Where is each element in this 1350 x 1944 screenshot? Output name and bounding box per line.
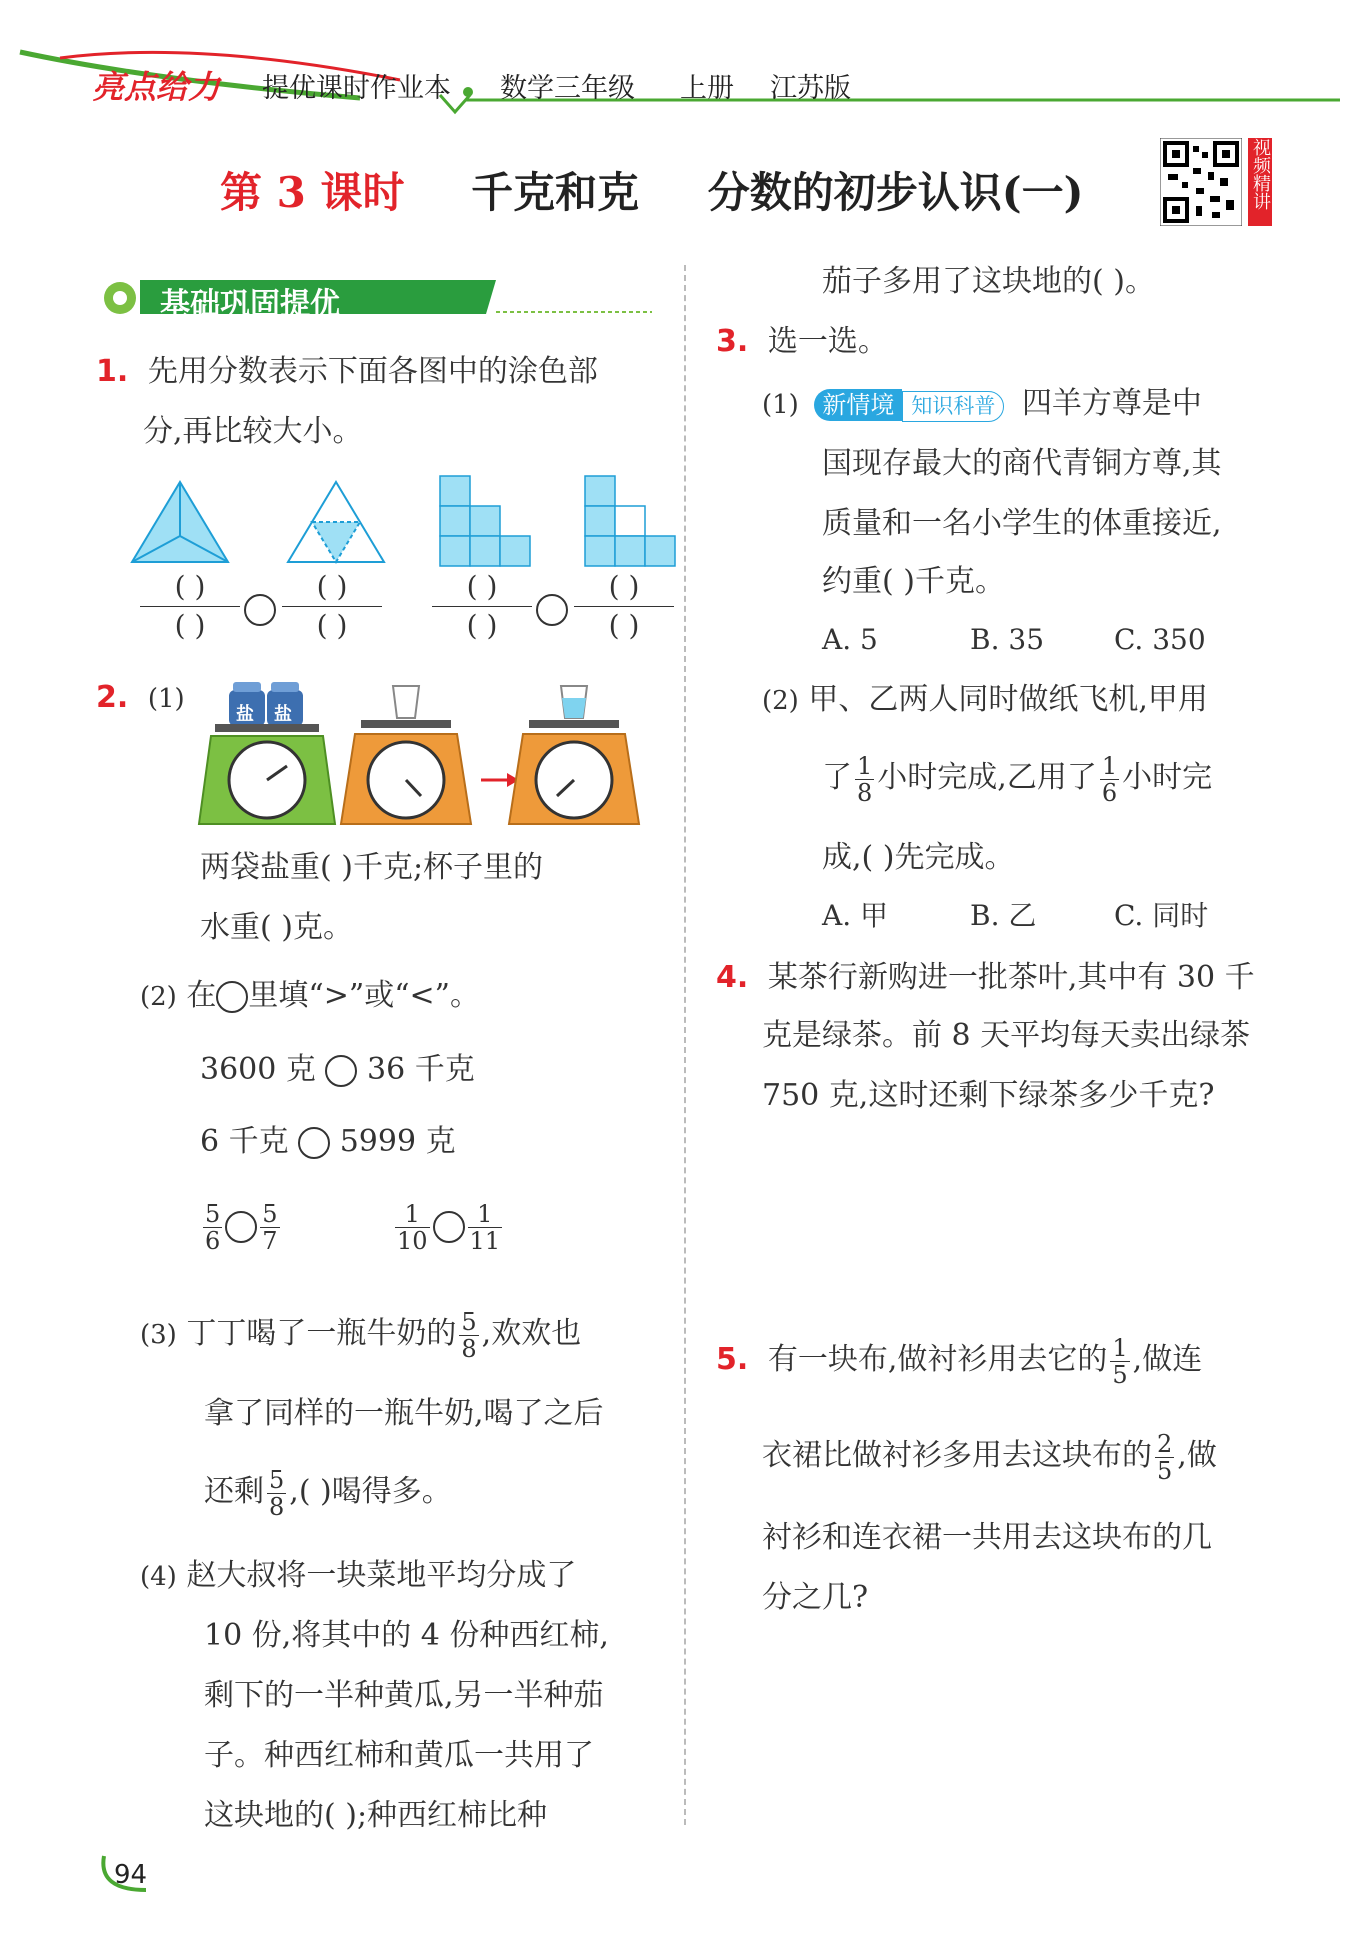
- q2-header: 2. (1): [96, 680, 185, 715]
- q5-number: 5.: [716, 1342, 749, 1377]
- salt-bag-label-1: 盐: [236, 704, 254, 725]
- fraction: $\frac{2}{5}$: [1157, 1429, 1173, 1485]
- q1-figures: [130, 470, 680, 570]
- compare-circle[interactable]: [298, 1127, 330, 1159]
- fraction: $\frac{1}{8}$: [857, 751, 873, 807]
- q1-blank-4[interactable]: ( ) ( ): [574, 570, 674, 643]
- compare-circle[interactable]: [325, 1055, 357, 1087]
- q5-line1: 5. 有一块布,做衬衫用去它的 $\frac{1}{5}$ ,做连: [716, 1333, 1203, 1389]
- q3-p1-option-b[interactable]: B. 35: [970, 623, 1045, 656]
- edition: 江苏版: [770, 73, 851, 104]
- series-name: 提优课时作业本: [262, 73, 451, 104]
- q2-p4-line4: 子。种西红柿和黄瓜一共用了: [204, 1738, 594, 1773]
- q2-p4-line3: 剩下的一半种黄瓜,另一半种茄: [204, 1678, 604, 1713]
- section-banner: [96, 270, 656, 320]
- q2-p2-line: (2) 在 里填“>”或“<”。: [140, 978, 481, 1013]
- q5-line4: 分之几?: [762, 1580, 869, 1615]
- q2-p3-line1: (3) 丁丁喝了一瓶牛奶的 $\frac{5}{8}$ ,欢欢也: [140, 1307, 582, 1363]
- fraction: $\frac{1}{10}$: [397, 1199, 428, 1255]
- q3-p1-line4: 约重( )千克。: [822, 564, 1005, 599]
- q1-blank-2[interactable]: ( ) ( ): [282, 570, 382, 643]
- q1-fig-staircase-1: [440, 476, 530, 566]
- q3-number: 3.: [716, 324, 749, 359]
- scale-salt: [199, 682, 335, 824]
- badge-knowledge: 知识科普: [902, 391, 1004, 422]
- compare-circle[interactable]: [225, 1211, 257, 1243]
- q4-number: 4.: [716, 960, 749, 995]
- qr-code-icon: [1160, 138, 1242, 226]
- q2-p3-line2: 拿了同样的一瓶牛奶,喝了之后: [204, 1396, 604, 1431]
- q1-blank-3[interactable]: ( ) ( ): [432, 570, 532, 643]
- salt-bag-label-2: 盐: [274, 704, 292, 725]
- subject: 数学三年级: [500, 73, 635, 104]
- volume: 上册: [680, 73, 734, 104]
- q5-line2: 衣裙比做衬衫多用去这块布的 $\frac{2}{5}$ ,做: [762, 1429, 1217, 1485]
- fraction: $\frac{1}{6}$: [1101, 751, 1118, 807]
- q1-blank-1[interactable]: ( ) ( ): [140, 570, 240, 643]
- q1-number: 1.: [96, 354, 129, 389]
- q2-p4-line5: 这块地的( );种西红柿比种: [204, 1798, 548, 1833]
- compare-circle[interactable]: [433, 1211, 465, 1243]
- q3-p2-line2: 了 $\frac{1}{8}$ 小时完成,乙用了 $\frac{1}{6}$ 小时完: [822, 751, 1213, 807]
- q1-fig-triangle-1: [132, 482, 228, 562]
- q2-p4-line1: (4) 赵大叔将一块菜地平均分成了: [140, 1558, 577, 1593]
- scale-water-cup: [509, 686, 639, 824]
- brand-logo: 亮点给力: [92, 68, 221, 106]
- q2-compare-3: [200, 1196, 283, 1256]
- fraction: $\frac{5}{6}$: [205, 1199, 221, 1255]
- header-bar: [0, 40, 1350, 120]
- q2-p4-line6: 茄子多用了这块地的( )。: [822, 264, 1155, 299]
- q1-fig-staircase-2: [585, 476, 675, 566]
- qr-code[interactable]: [1160, 138, 1242, 226]
- q3-p2-line3: 成,( )先完成。: [822, 840, 1015, 875]
- q4-line1: 4. 某茶行新购进一批茶叶,其中有 30 千: [716, 960, 1255, 995]
- column-divider: [684, 265, 686, 1825]
- topic-kg-g: 千克和克: [471, 168, 640, 217]
- compare-circle-icon: [216, 981, 248, 1013]
- q2-scales: [195, 680, 675, 830]
- fraction: $\frac{1}{5}$: [1112, 1333, 1128, 1389]
- badge-new-context: 新情境: [814, 389, 902, 421]
- q3-p1-line2: 国现存最大的商代青铜方尊,其: [822, 446, 1222, 481]
- q4-line2: 克是绿茶。前 8 天平均每天卖出绿茶: [762, 1018, 1251, 1053]
- q1-compare-circle-2[interactable]: [536, 594, 568, 626]
- fraction: $\frac{1}{11}$: [469, 1199, 501, 1255]
- q2-number: 2.: [96, 680, 129, 715]
- q3-p1-line1: (1) 新情境 知识科普 四羊方尊是中: [762, 386, 1202, 421]
- q1-line2: 分,再比较大小。: [143, 414, 363, 449]
- q2-p1-line1: 两袋盐重( )千克;杯子里的: [200, 850, 544, 885]
- q3-p2-option-b[interactable]: B. 乙: [970, 899, 1037, 932]
- q3-p1-line3: 质量和一名小学生的体重接近,: [822, 506, 1222, 541]
- scale-empty-cup: [341, 686, 471, 824]
- q3-p2-line1: (2) 甲、乙两人同时做纸飞机,甲用: [762, 682, 1208, 717]
- q1-line1: 1. 先用分数表示下面各图中的涂色部: [96, 354, 598, 389]
- fraction: $\frac{5}{8}$: [461, 1307, 477, 1363]
- q5-line3: 衬衫和连衣裙一共用去这块布的几: [762, 1520, 1212, 1555]
- fraction: $\frac{5}{7}$: [262, 1199, 278, 1255]
- q2-p1-line2: 水重( )克。: [200, 910, 353, 945]
- q1-compare-circle-1[interactable]: [244, 594, 276, 626]
- q2-p4-line2: 10 份,将其中的 4 份种西红柿,: [204, 1618, 609, 1653]
- q3-p2-option-c[interactable]: C. 同时: [1114, 899, 1209, 932]
- q2-compare-1: 3600 克 36 千克: [200, 1052, 475, 1087]
- q1-fig-triangle-2: [288, 482, 384, 562]
- q3-p1-option-a[interactable]: A. 5: [822, 623, 878, 656]
- q3-header: 3. 选一选。: [716, 324, 888, 359]
- section-label: 基础巩固提优: [160, 287, 340, 322]
- topic-fractions: 分数的初步认识(一): [707, 168, 1084, 217]
- qr-label: 视频精讲: [1248, 138, 1272, 226]
- q3-p1-option-c[interactable]: C. 350: [1114, 623, 1206, 656]
- page-title: [220, 160, 1083, 220]
- q2-compare-4: [392, 1196, 505, 1256]
- q3-p2-option-a[interactable]: A. 甲: [822, 899, 889, 932]
- q2-compare-2: 6 千克 5999 克: [200, 1124, 456, 1159]
- fraction: $\frac{5}{8}$: [269, 1465, 285, 1521]
- page-number: 94: [114, 1860, 148, 1890]
- q4-line3: 750 克,这时还剩下绿茶多少千克?: [762, 1078, 1215, 1113]
- q2-p3-line3: 还剩 $\frac{5}{8}$ ,( )喝得多。: [204, 1465, 452, 1521]
- lesson-number: 第 3 课时: [220, 168, 405, 217]
